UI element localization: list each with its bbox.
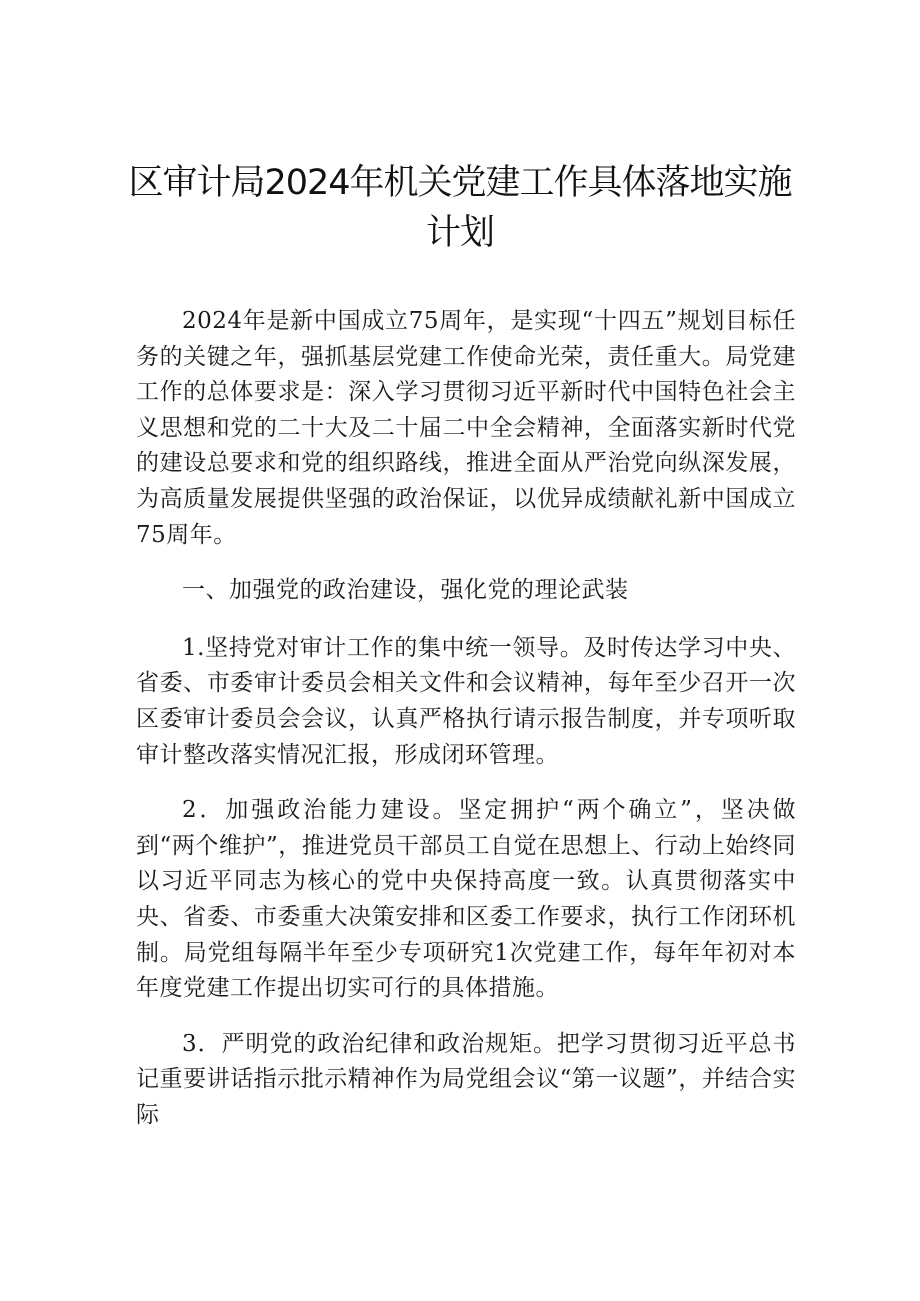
intro-paragraph: 2024年是新中国成立75周年，是实现“十四五”规划目标任务的关键之年，强抓基层党建工作使命光荣，责任重大。局党建工作的总体要求是：深入学习贯彻习近平新时代中国特色社会主义思想和党的二十大及二十届二中全会精神，全面落实新时代党的建设总要求和党的组织路线，推进全面从严治党向纵深发展，为高质量发展提供坚强的政治保证，以优异成绩献礼新中国成立75周年。 [136,308,796,548]
paragraph-item-3: 3．严明党的政治纪律和政治规矩。把学习贯彻习近平总书记重要讲话指示批示精神作为局党组会议“第一议题”，并结合实际 [136,1030,796,1128]
document-title: 区审计局2024年机关党建工作具体落地实施计划 [128,163,792,253]
paragraph-item-1: 1.坚持党对审计工作的集中统一领导。及时传达学习中央、省委、市委审计委员会相关文件和会议精神，每年至少召开一次区委审计委员会会议，认真严格执行请示报告制度，并专项听取审计整改落实情况汇报，形成闭环管理。 [136,634,796,768]
paragraph-item-2: 2．加强政治能力建设。坚定拥护“两个确立”，坚决做到“两个维护”，推进党员干部员工自觉在思想上、行动上始终同以习近平同志为核心的党中央保持高度一致。认真贯彻落实中央、省委、市委重大决策安排和区委工作要求，执行工作闭环机制。局党组每隔半年至少专项研究1次党建工作，每年年初对本年度党建工作提出切实可行的具体措施。 [136,797,796,1002]
section-heading: 一、加强党的政治建设，强化党的理论武装 [182,577,629,604]
document-body [136,304,796,1153]
